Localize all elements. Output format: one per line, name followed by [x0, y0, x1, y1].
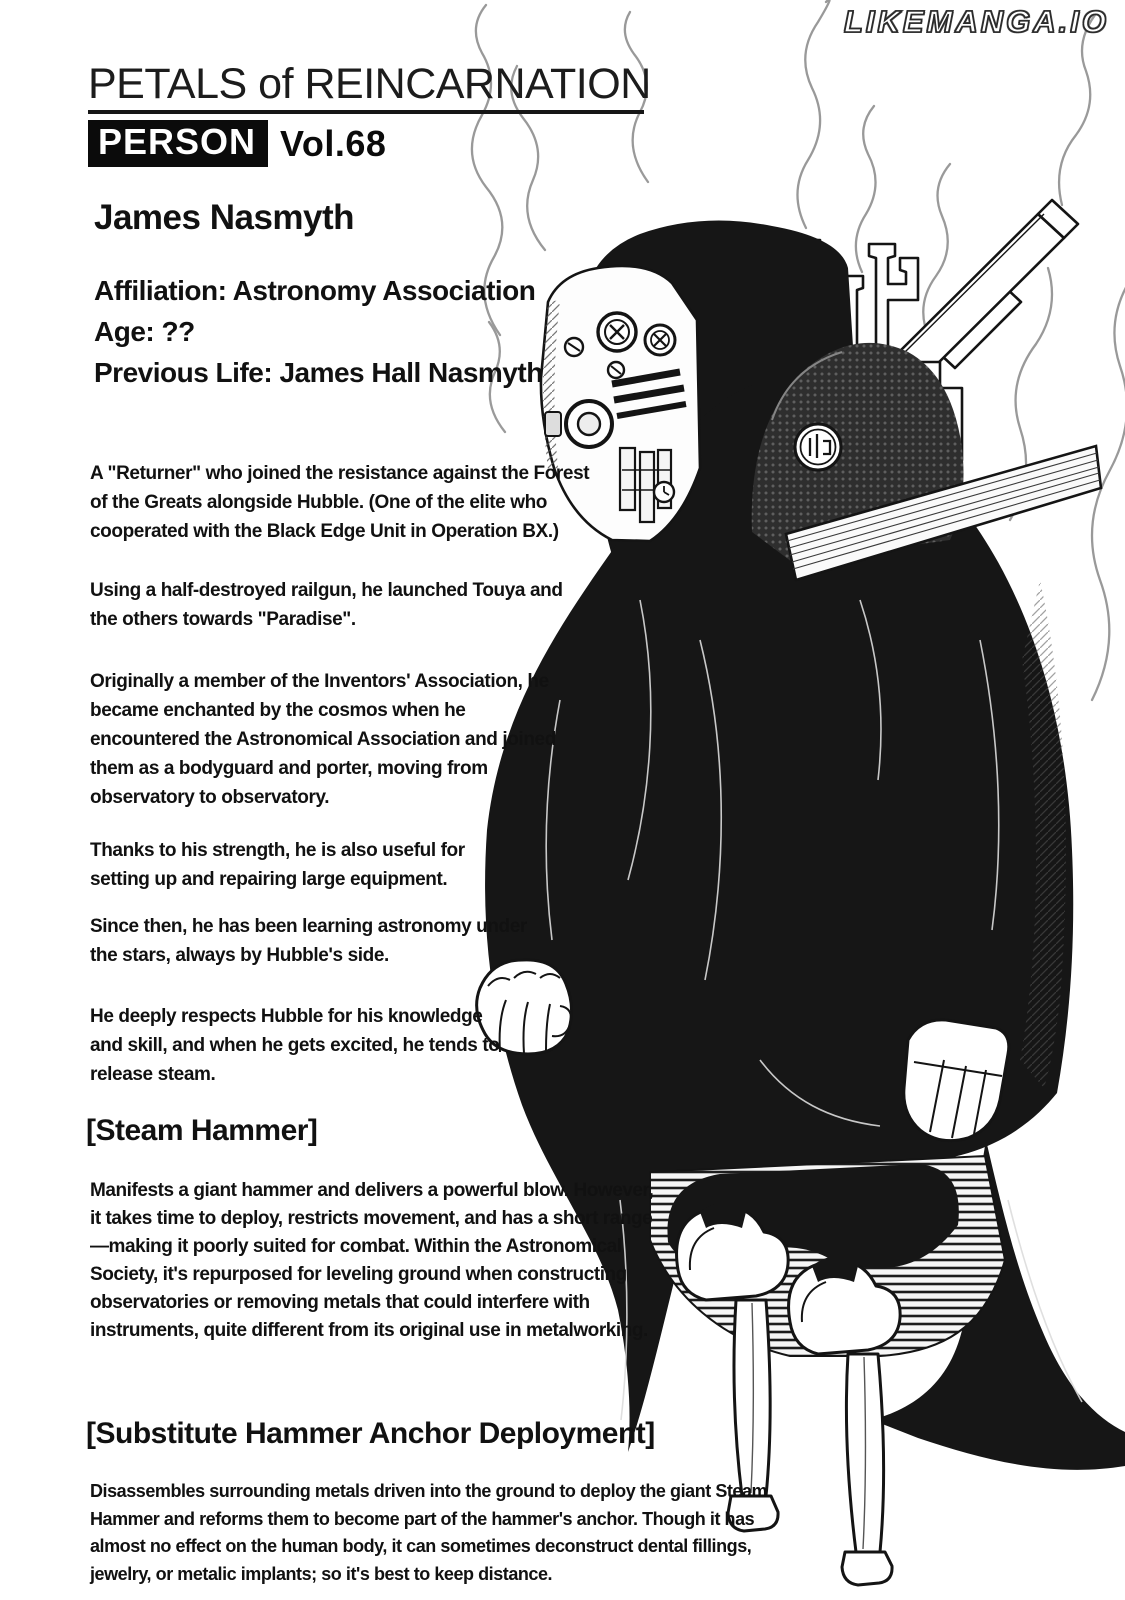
bio-paragraph: Using a half-destroyed railgun, he launched Touya and the others towards "Paradise". [90, 580, 563, 630]
bio-paragraph: He deeply respects Hubble for his knowledge and skill, and when he gets excited, he tends to release steam. [90, 1006, 500, 1085]
person-volume-row [88, 120, 386, 167]
bio-paragraph: A "Returner" who joined the resistance against the Forest of the Greats alongside Hubble. (One of the elite who cooperated with the Black Edge Unit in Operation BX.) [90, 463, 590, 542]
volume-number: Vol.68 [280, 122, 387, 164]
bio-paragraph: Originally a member of the Inventors' Association, he became enchanted by the cosmos when he encountered the Astronomical Association and joined them as a bodyguard and porter, moving from observatory to observatory. [90, 671, 556, 808]
previous-life-line: Previous Life: James Hall Nasmyth [94, 357, 543, 388]
series-title: PETALS of REINCARNATION [88, 60, 651, 108]
ability-title-steam-hammer: [Steam Hammer] [86, 1114, 318, 1147]
character-name: James Nasmyth [94, 198, 355, 237]
bio-paragraph: Thanks to his strength, he is also useful for setting up and repairing large equipment. [90, 840, 465, 890]
age-line: Age: ?? [94, 316, 195, 347]
affiliation-line: Affiliation: Astronomy Association [94, 275, 536, 306]
person-label: PERSON [88, 120, 268, 167]
ability-body-anchor-deployment: Disassembles surrounding metals driven into the ground to deploy the giant Steam Hammer and reforms them to become part of the hammer's anchor. Though it has almost no effect on the human body, it can sometimes deconstruct dental fillings, jewelry, or metalic implants; so it's best to keep distance. [90, 1481, 768, 1584]
badge-icon [795, 424, 841, 470]
character-details [94, 270, 543, 393]
watermark: LIKEMANGA.IO [843, 4, 1109, 39]
bio-paragraph: Since then, he has been learning astronomy under the stars, always by Hubble's side. [90, 916, 527, 966]
title-underline [88, 110, 644, 114]
ability-title-anchor-deployment: [Substitute Hammer Anchor Deployment] [86, 1417, 655, 1450]
ability-body-steam-hammer: Manifests a giant hammer and delivers a powerful blow. However, it takes time to deploy, restricts movement, and has a short range—making it poorly suited for combat. Within the Astronomical Society, it's repurposed for leveling ground when constructing observatories or removing metals that could interfere with instruments, quite different from its original use in metalworking. [90, 1180, 654, 1341]
